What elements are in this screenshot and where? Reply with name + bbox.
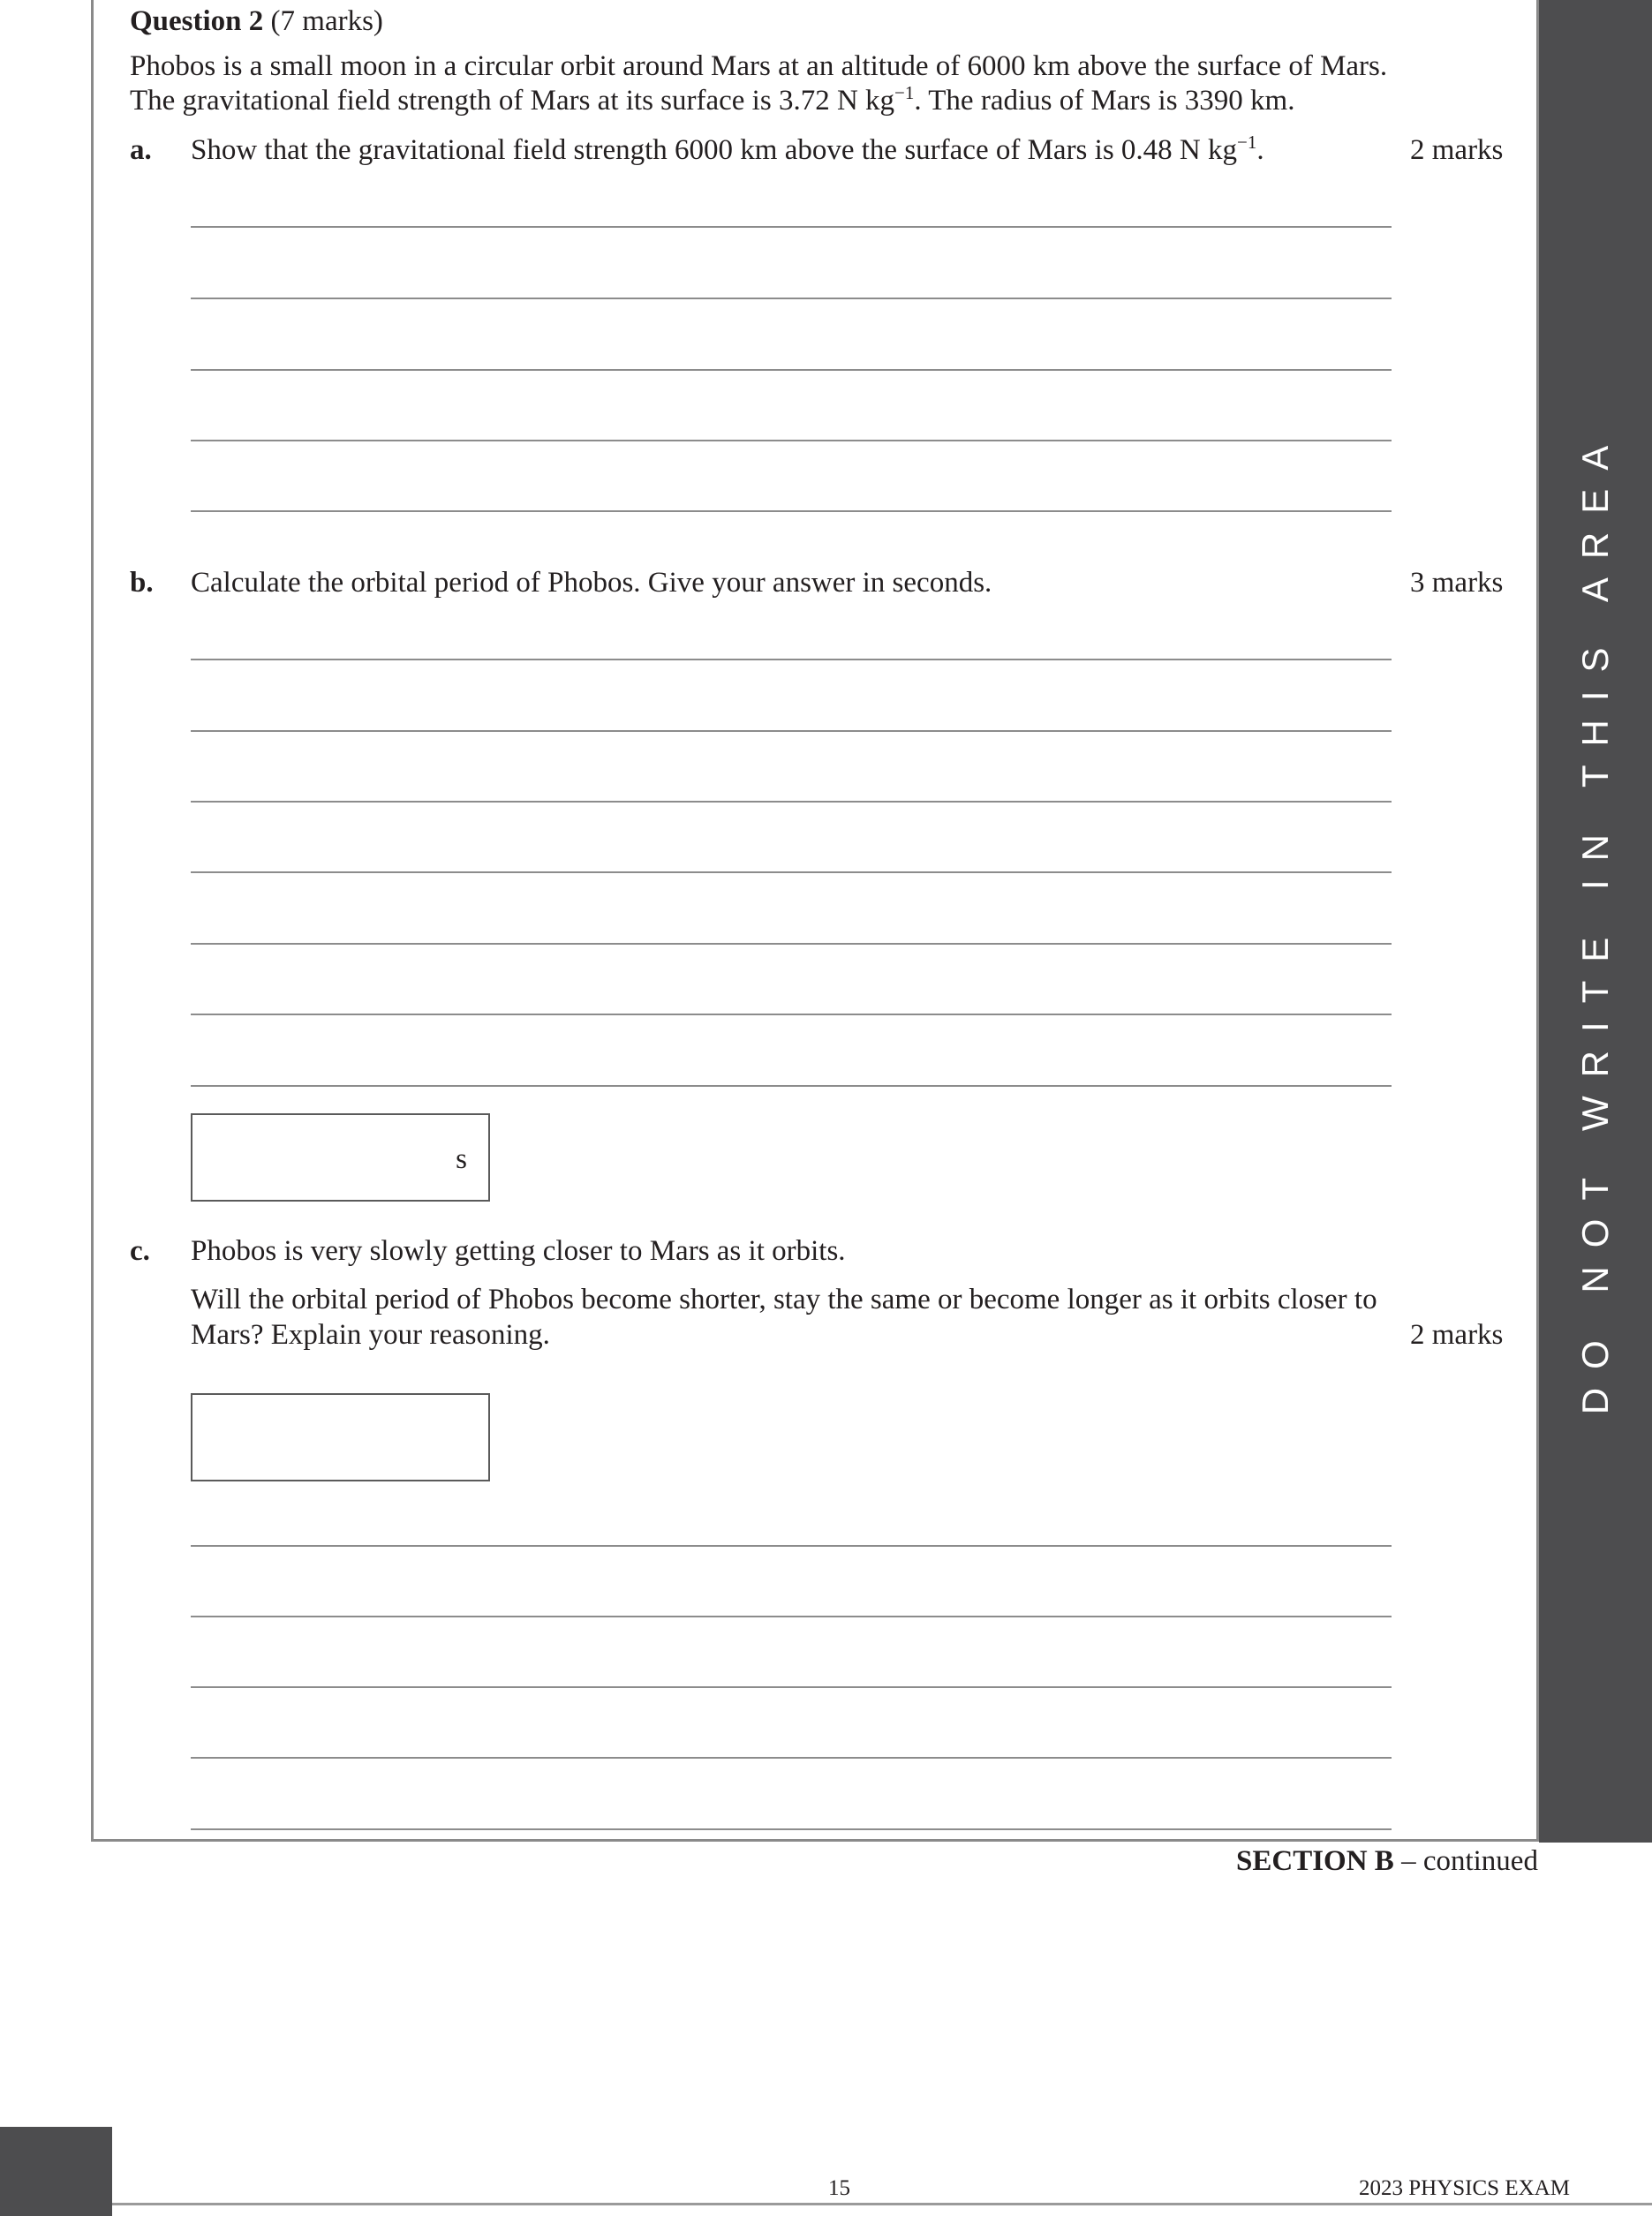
part-b-label: b.	[130, 567, 154, 599]
answer-line[interactable]	[191, 1686, 1392, 1688]
section-name: SECTION B	[1236, 1845, 1394, 1877]
question-total-marks: (7 marks)	[263, 5, 383, 37]
answer-unit: s	[456, 1143, 467, 1175]
part-a-marks: 2 marks	[1410, 134, 1504, 166]
answer-line[interactable]	[191, 369, 1392, 371]
part-b-marks: 3 marks	[1410, 567, 1504, 599]
superscript: −1	[1237, 132, 1257, 153]
answer-line[interactable]	[191, 943, 1392, 945]
answer-line[interactable]	[191, 226, 1392, 228]
page-number: 15	[828, 2176, 850, 2200]
part-c-marks: 2 marks	[1410, 1319, 1504, 1351]
answer-line[interactable]	[191, 1545, 1392, 1547]
answer-line[interactable]	[191, 659, 1392, 660]
answer-area-frame	[91, 0, 1539, 1842]
answer-line[interactable]	[191, 871, 1392, 873]
answer-line[interactable]	[191, 1757, 1392, 1759]
answer-line[interactable]	[191, 801, 1392, 803]
answer-line[interactable]	[191, 1014, 1392, 1015]
part-a-label: a.	[130, 134, 152, 166]
answer-line[interactable]	[191, 1616, 1392, 1617]
answer-line[interactable]	[191, 440, 1392, 441]
question-intro-line-2: The gravitational field strength of Mars at its surface is 3.72 N $kg^{-1}$. The radius of Mars is 3390 km.	[130, 82, 1295, 117]
part-c-label: c.	[130, 1235, 150, 1267]
answer-line[interactable]	[191, 1828, 1392, 1830]
part-c-line-3: Mars? Explain your reasoning.	[191, 1319, 550, 1351]
part-a-text: Show that the gravitational field strength 6000 km above the surface of Mars is 0.48 N $kg^{-1}$.	[191, 132, 1264, 166]
superscript: −1	[894, 82, 915, 103]
exam-name: 2023 PHYSICS EXAM	[1359, 2176, 1570, 2200]
answer-line[interactable]	[191, 510, 1392, 512]
do-not-write-notice: DO NOT WRITE IN THIS AREA	[1574, 426, 1616, 1415]
part-b-text: Calculate the orbital period of Phobos. Give your answer in seconds.	[191, 567, 992, 599]
question-header	[130, 4, 383, 39]
footer-corner-block	[0, 2127, 112, 2216]
part-c-line-1: Phobos is very slowly getting closer to Mars as it orbits.	[191, 1235, 846, 1267]
answer-line[interactable]	[191, 730, 1392, 732]
question-title: Question 2	[130, 5, 264, 37]
part-c-line-2: Will the orbital period of Phobos become shorter, stay the same or become longer as it orbits closer to	[191, 1284, 1377, 1315]
section-continued: SECTION B – continued	[1236, 1845, 1538, 1877]
part-b-answer-box[interactable]	[191, 1113, 490, 1202]
question-intro-line-1: Phobos is a small moon in a circular orbit around Mars at an altitude of 6000 km above the surface of Mars.	[130, 50, 1388, 82]
answer-line[interactable]	[191, 1085, 1392, 1087]
footer-rule	[112, 2203, 1652, 2205]
answer-line[interactable]	[191, 298, 1392, 299]
part-c-answer-box[interactable]	[191, 1393, 490, 1481]
